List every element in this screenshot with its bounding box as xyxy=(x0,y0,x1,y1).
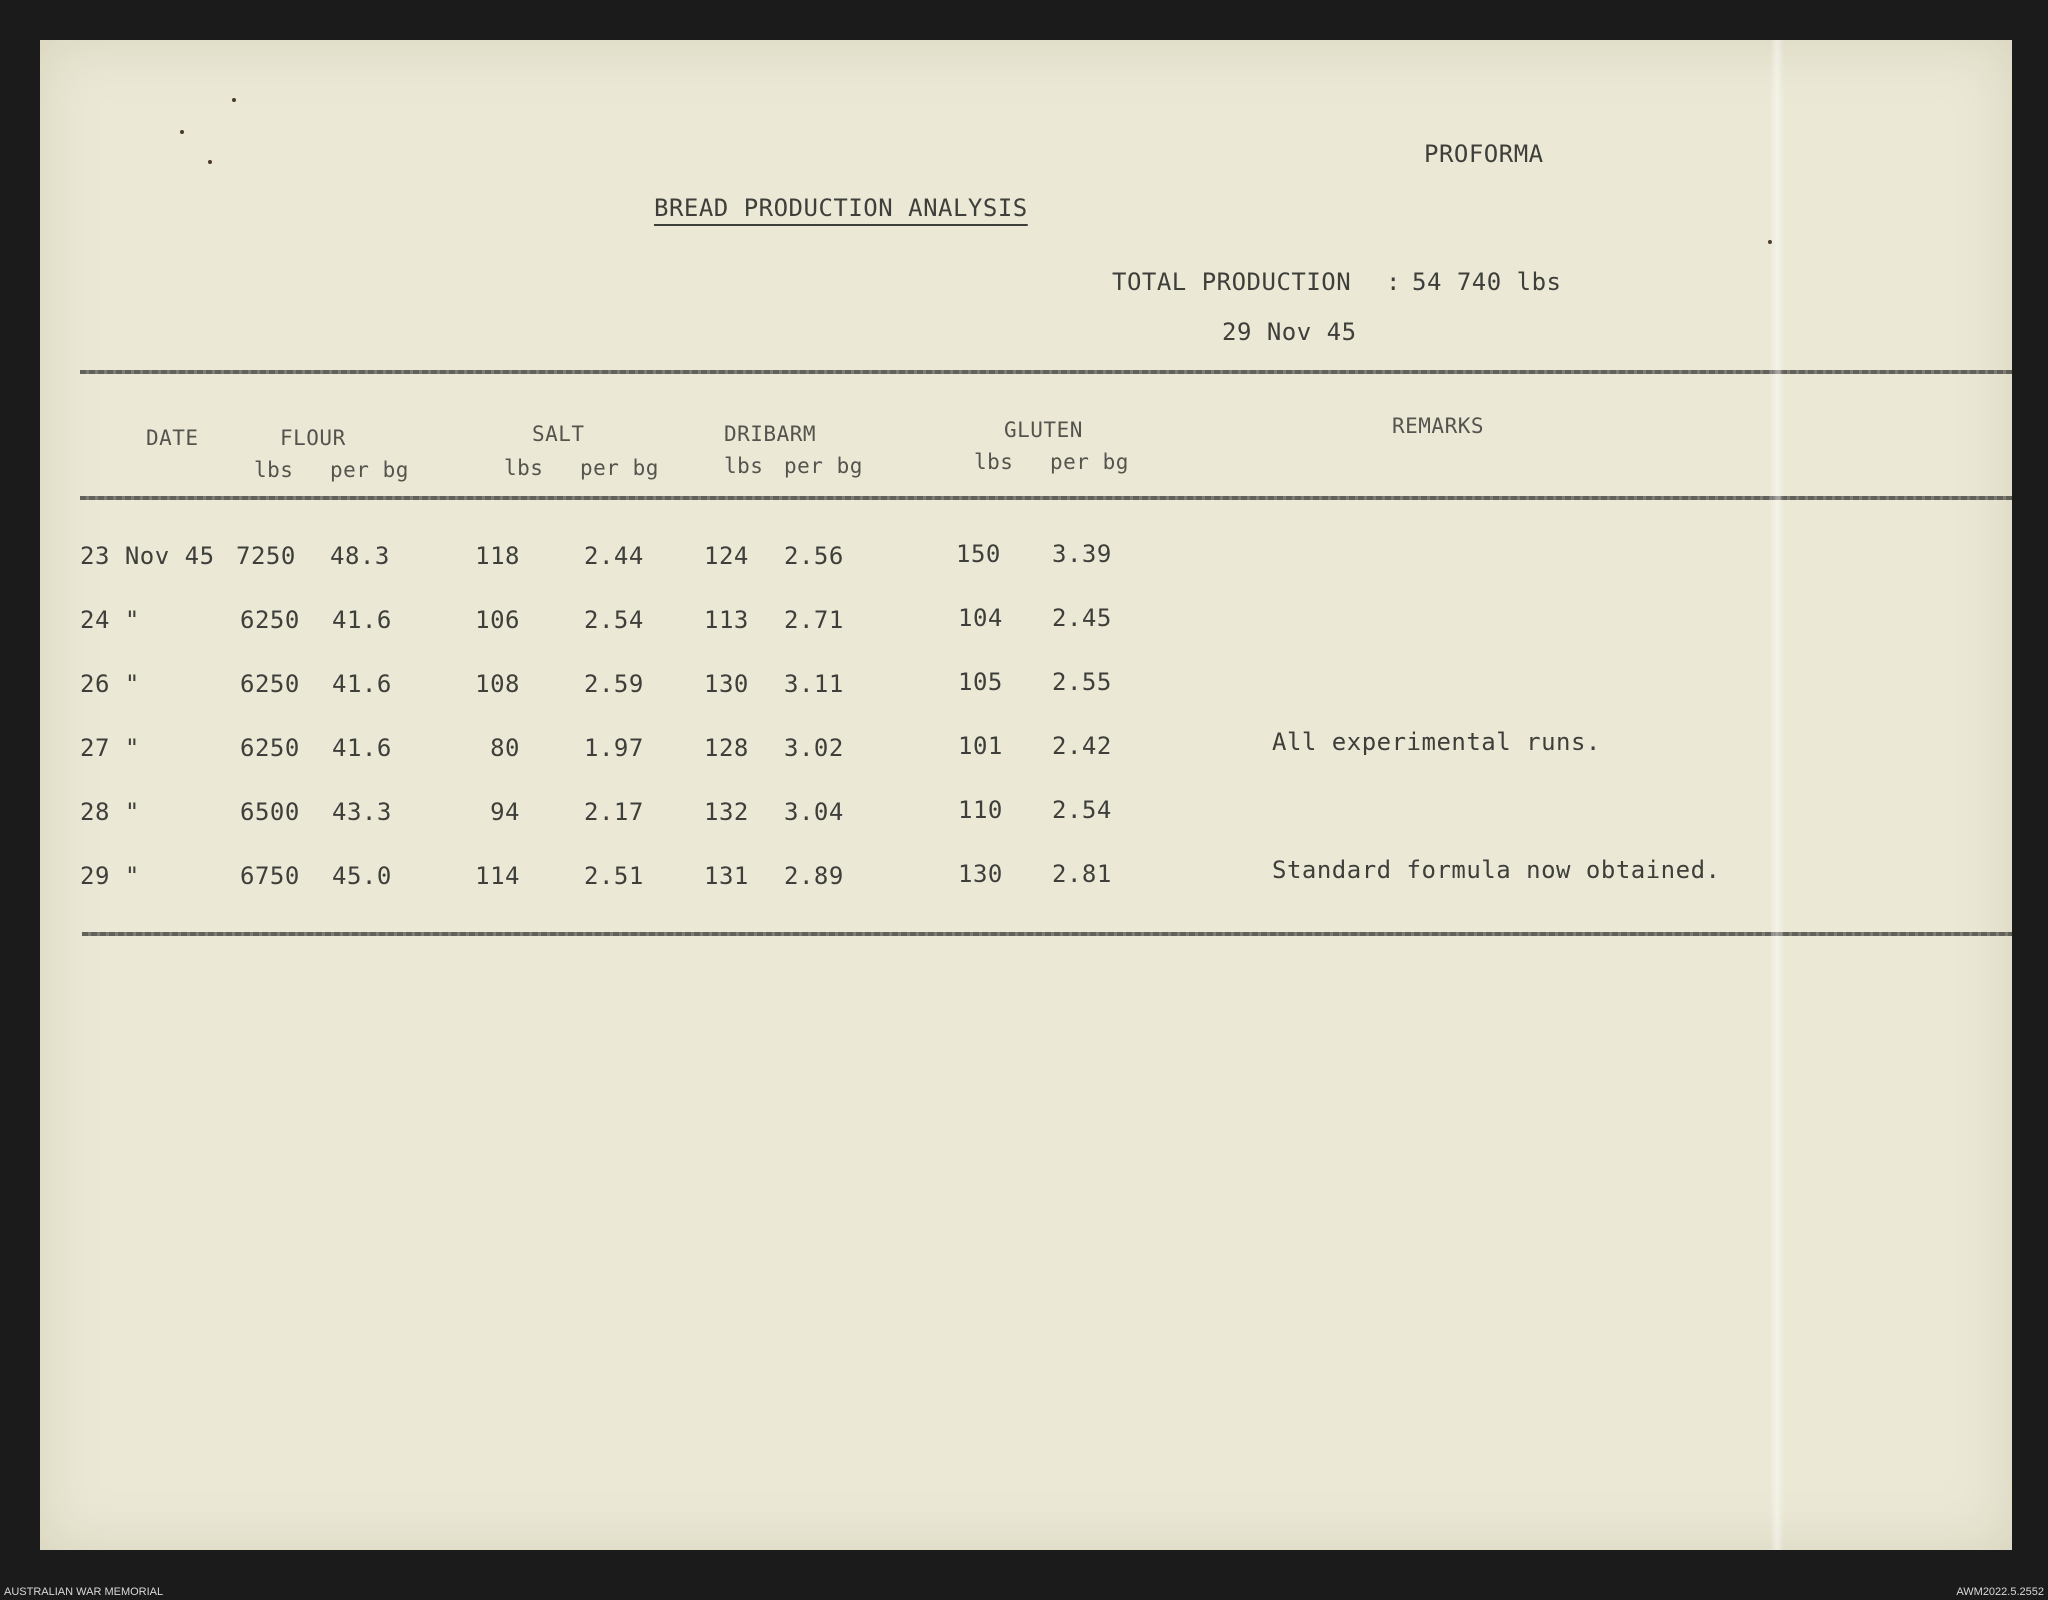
footer-accession-number: AWM2022.5.2552 xyxy=(1956,1586,2044,1598)
paper-speck xyxy=(1768,240,1772,244)
cell-salt-per: 1.97 xyxy=(584,734,644,762)
subheader-flour-per: per bg xyxy=(330,458,409,482)
cell-flour-lbs: 7250 xyxy=(236,542,296,570)
cell-dribarm-lbs: 132 xyxy=(704,798,749,826)
subheader-flour-lbs: lbs xyxy=(254,458,294,482)
header-rule xyxy=(80,496,2012,500)
cell-flour-lbs: 6500 xyxy=(240,798,300,826)
cell-flour-per: 41.6 xyxy=(332,734,392,762)
cell-gluten-lbs: 110 xyxy=(958,796,1003,824)
cell-dribarm-per: 3.04 xyxy=(784,798,844,826)
cell-salt-lbs: 108 xyxy=(475,670,520,698)
cell-salt-per: 2.54 xyxy=(584,606,644,634)
cell-date: 24 " xyxy=(80,606,140,634)
cell-gluten-per: 2.42 xyxy=(1052,732,1112,760)
header-gluten: GLUTEN xyxy=(1004,418,1083,442)
cell-gluten-per: 2.54 xyxy=(1052,796,1112,824)
cell-gluten-per: 3.39 xyxy=(1052,540,1112,568)
cell-date: 27 " xyxy=(80,734,140,762)
header-flour: FLOUR xyxy=(280,426,346,450)
cell-dribarm-per: 2.56 xyxy=(784,542,844,570)
cell-salt-per: 2.59 xyxy=(584,670,644,698)
cell-flour-per: 45.0 xyxy=(332,862,392,890)
cell-dribarm-lbs: 113 xyxy=(704,606,749,634)
subheader-gluten-lbs: lbs xyxy=(974,450,1014,474)
header-dribarm: DRIBARM xyxy=(724,422,817,446)
document-title: BREAD PRODUCTION ANALYSIS xyxy=(654,194,1028,222)
cell-flour-per: 48.3 xyxy=(330,542,390,570)
document-sheet xyxy=(40,40,2012,1550)
subheader-gluten-per: per bg xyxy=(1050,450,1129,474)
cell-date: 26 " xyxy=(80,670,140,698)
header-date: DATE xyxy=(146,426,199,450)
footer-institution: AUSTRALIAN WAR MEMORIAL xyxy=(4,1586,164,1598)
document-date: 29 Nov 45 xyxy=(1222,318,1357,346)
cell-salt-lbs: 114 xyxy=(475,862,520,890)
cell-salt-per: 2.44 xyxy=(584,542,644,570)
cell-gluten-lbs: 105 xyxy=(958,668,1003,696)
cell-remark: Standard formula now obtained. xyxy=(1272,856,1721,884)
cell-gluten-lbs: 150 xyxy=(956,540,1001,568)
cell-date: 28 " xyxy=(80,798,140,826)
cell-dribarm-per: 2.71 xyxy=(784,606,844,634)
cell-salt-per: 2.51 xyxy=(584,862,644,890)
cell-flour-per: 41.6 xyxy=(332,670,392,698)
cell-flour-lbs: 6750 xyxy=(240,862,300,890)
subheader-salt-lbs: lbs xyxy=(504,456,544,480)
cell-flour-per: 41.6 xyxy=(332,606,392,634)
table-top-rule xyxy=(80,370,2012,374)
cell-date: 23 Nov 45 xyxy=(80,542,215,570)
cell-dribarm-lbs: 124 xyxy=(704,542,749,570)
subheader-dribarm-lbs: lbs xyxy=(724,454,764,478)
cell-date: 29 " xyxy=(80,862,140,890)
proforma-label: PROFORMA xyxy=(1424,140,1544,168)
header-salt: SALT xyxy=(532,422,585,446)
cell-gluten-per: 2.55 xyxy=(1052,668,1112,696)
paper-speck xyxy=(208,160,212,164)
subheader-dribarm-per: per bg xyxy=(784,454,863,478)
paper-speck xyxy=(180,130,184,134)
cell-salt-lbs: 118 xyxy=(475,542,520,570)
cell-flour-lbs: 6250 xyxy=(240,734,300,762)
cell-dribarm-per: 3.02 xyxy=(784,734,844,762)
cell-flour-lbs: 6250 xyxy=(240,670,300,698)
cell-gluten-per: 2.45 xyxy=(1052,604,1112,632)
cell-salt-lbs: 80 xyxy=(490,734,520,762)
cell-salt-lbs: 106 xyxy=(475,606,520,634)
cell-salt-lbs: 94 xyxy=(490,798,520,826)
cell-dribarm-lbs: 128 xyxy=(704,734,749,762)
cell-dribarm-lbs: 131 xyxy=(704,862,749,890)
total-production-separator: : xyxy=(1386,268,1401,296)
cell-gluten-lbs: 104 xyxy=(958,604,1003,632)
table-bottom-rule xyxy=(82,932,2012,936)
cell-dribarm-per: 2.89 xyxy=(784,862,844,890)
subheader-salt-per: per bg xyxy=(580,456,659,480)
header-remarks: REMARKS xyxy=(1392,414,1485,438)
cell-dribarm-per: 3.11 xyxy=(784,670,844,698)
cell-gluten-per: 2.81 xyxy=(1052,860,1112,888)
cell-flour-lbs: 6250 xyxy=(240,606,300,634)
paper-speck xyxy=(232,98,236,102)
total-production-label: TOTAL PRODUCTION xyxy=(1112,268,1352,296)
cell-flour-per: 43.3 xyxy=(332,798,392,826)
cell-dribarm-lbs: 130 xyxy=(704,670,749,698)
cell-gluten-lbs: 130 xyxy=(958,860,1003,888)
total-production-value: 54 740 lbs xyxy=(1412,268,1562,296)
cell-salt-per: 2.17 xyxy=(584,798,644,826)
cell-gluten-lbs: 101 xyxy=(958,732,1003,760)
cell-remark: All experimental runs. xyxy=(1272,728,1601,756)
